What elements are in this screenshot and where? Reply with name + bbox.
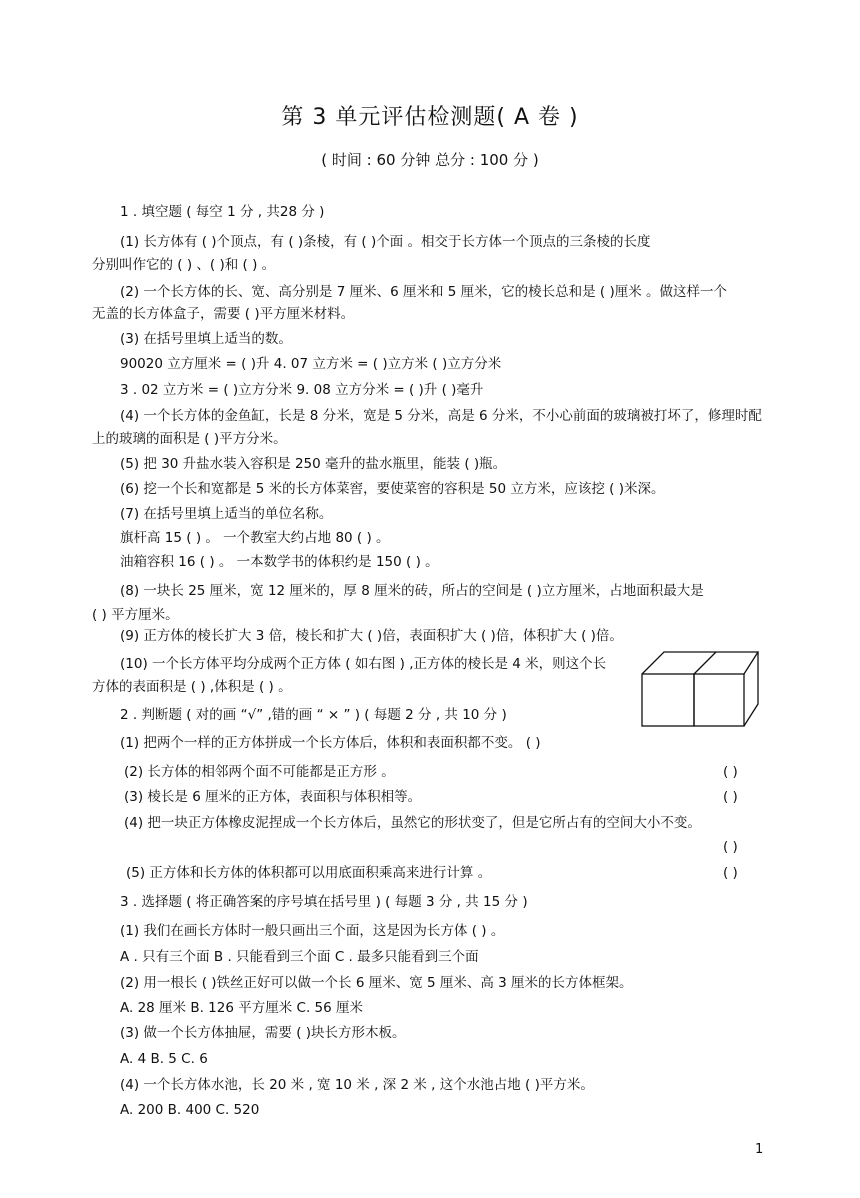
text-line: (7) 在括号里填上适当的单位名称。 (120, 506, 333, 522)
text-line: (4) 一个长方体水池，长 20 米 , 宽 10 米 , 深 2 米 , 这个水池占地 ( )平方米。 (120, 1077, 594, 1093)
top-face (642, 652, 758, 674)
text-line: 上的玻璃的面积是 ( )平方分米。 (92, 431, 287, 447)
text-line: 3 . 选择题 ( 将正确答案的序号填在括号里 ) ( 每题 3 分 , 共 15 分 ) (120, 894, 528, 910)
text-line: ( ) 平方厘米。 (92, 607, 179, 623)
text-line: (5) 把 30 升盐水装入容积是 250 毫升的盐水瓶里，能装 ( )瓶。 (120, 456, 507, 472)
front-face-right (694, 674, 744, 726)
top-divider-edge (694, 652, 716, 674)
text-line: ( ) (723, 865, 738, 881)
text-line: 无盖的长方体盒子，需要 ( )平方厘米材料。 (92, 306, 355, 322)
cuboid-figure (640, 650, 760, 730)
text-line: 90020 立方厘米 = ( )升 4. 07 立方米 = ( )立方米 ( )立方分米 (120, 356, 502, 372)
text-line: A. 28 厘米 B. 126 平方厘米 C. 56 厘米 (120, 1000, 364, 1016)
text-line: (2) 长方体的相邻两个面不可能都是正方形 。 (124, 764, 395, 780)
text-line: (8) 一块长 25 厘米，宽 12 厘米的，厚 8 厘米的砖，所占的空间是 ( )立方厘米，占地面积最大是 (120, 583, 704, 599)
text-line: 1 . 填空题 ( 每空 1 分 , 共28 分 ) (120, 204, 325, 220)
text-line: A. 200 B. 400 C. 520 (120, 1102, 260, 1118)
page-title: 第 3 单元评估检测题( A 卷 ) (281, 105, 579, 130)
text-line: (4) 把一块正方体橡皮泥捏成一个长方体后，虽然它的形状变了，但是它所占有的空间大小不变。 (124, 815, 701, 831)
text-line: 2 . 判断题 ( 对的画 “√” ,错的画 “ × ” ) ( 每题 2 分 , 共 10 分 ) (120, 707, 507, 723)
text-line: (3) 棱长是 6 厘米的正方体，表面积与体积相等。 (124, 789, 422, 805)
text-line: (6) 挖一个长和宽都是 5 米的长方体菜窖，要使菜窖的容积是 50 立方米，应该挖 ( )米深。 (120, 481, 665, 497)
text-line: (5) 正方体和长方体的体积都可以用底面积乘高来进行计算 。 (126, 865, 492, 881)
text-line: (1) 把两个一样的正方体拼成一个长方体后，体积和表面积都不变。 ( ) (120, 735, 541, 751)
text-line: 分别叫作它的 ( ) 、( )和 ( ) 。 (92, 257, 276, 273)
text-line: 3 . 02 立方米 = ( )立方分米 9. 08 立方分米 = ( )升 ( )毫升 (120, 382, 484, 398)
text-line: 油箱容积 16 ( ) 。 一本数学书的体积约是 150 ( ) 。 (120, 554, 439, 570)
text-line: (2) 用一根长 ( )铁丝正好可以做一个长 6 厘米、宽 5 厘米、高 3 厘米的长方体框架。 (120, 975, 633, 991)
text-line: A . 只有三个面 B . 只能看到三个面 C . 最多只能看到三个面 (120, 949, 479, 965)
text-line: (1) 长方体有 ( )个顶点，有 ( )条棱，有 ( )个面 。相交于长方体一个顶点的三条棱的长度 (120, 234, 651, 250)
text-line: ( ) (723, 764, 738, 780)
text-line: ( ) (723, 839, 738, 855)
text-line: (1) 我们在画长方体时一般只画出三个面，这是因为长方体 ( ) 。 (120, 923, 505, 939)
text-line: (3) 做一个长方体抽屉，需要 ( )块长方形木板。 (120, 1025, 406, 1041)
text-line: A. 4 B. 5 C. 6 (120, 1051, 208, 1067)
page-subtitle: ( 时间 : 60 分钟 总分 : 100 分 ) (321, 151, 539, 169)
front-face-left (642, 674, 694, 726)
text-line: ( ) (723, 789, 738, 805)
page-number: 1 (755, 1142, 764, 1157)
text-line: (10) 一个长方体平均分成两个正方体 ( 如右图 ) ,正方体的棱长是 4 米，则这个长 (120, 656, 607, 672)
text-line: (2) 一个长方体的长、宽、高分别是 7 厘米、6 厘米和 5 厘米，它的棱长总和是 ( )厘米 。做这样一个 (120, 284, 728, 300)
text-line: (3) 在括号里填上适当的数。 (120, 331, 292, 347)
text-line: 方体的表面积是 ( ) ,体积是 ( ) 。 (92, 679, 292, 695)
text-line: (4) 一个长方体的金鱼缸，长是 8 分米，宽是 5 分米，高是 6 分米，不小心前面的玻璃被打坏了，修理时配 (120, 408, 762, 424)
text-line: (9) 正方体的棱长扩大 3 倍，棱长和扩大 ( )倍，表面积扩大 ( )倍，体积扩大 ( )倍。 (120, 628, 623, 644)
text-line: 旗杆高 15 ( ) 。 一个教室大约占地 80 ( ) 。 (120, 530, 390, 546)
